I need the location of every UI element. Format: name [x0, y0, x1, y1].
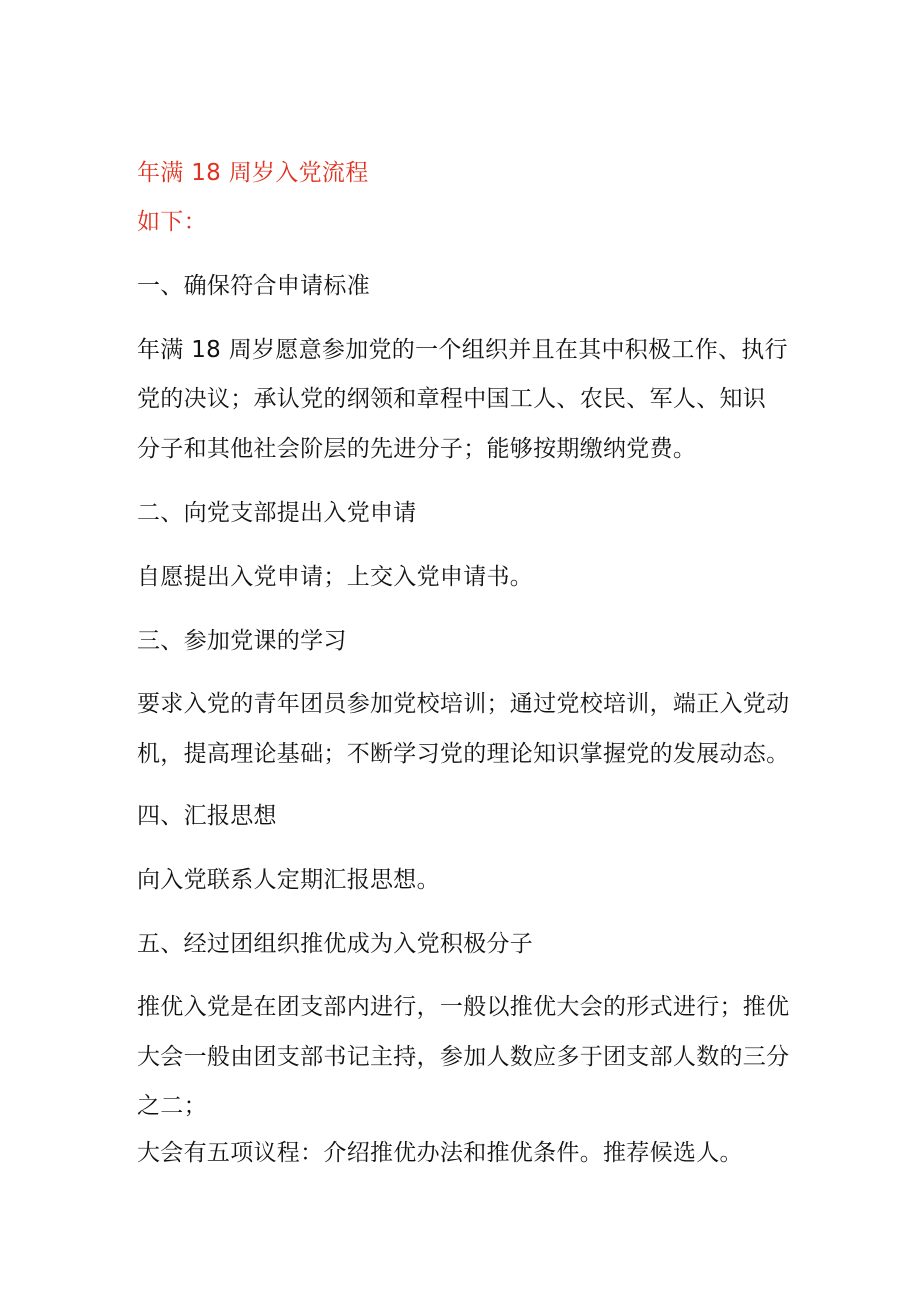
document-subtitle: 如下： [137, 209, 207, 235]
section-4-body-line-1: 向入党联系人定期汇报思想。 [137, 867, 440, 893]
section-5-body-line-4: 大会有五项议程：介绍推优办法和推优条件。推荐候选人。 [137, 1140, 743, 1166]
section-1-body-line-3: 分子和其他社会阶层的先进分子；能够按期缴纳党费。 [137, 436, 697, 462]
section-3-heading: 三、参加党课的学习 [137, 628, 347, 654]
section-5-body-line-1: 推优入党是在团支部内进行，一般以推优大会的形式进行；推优 [137, 994, 790, 1020]
section-1-body-line-2: 党的决议；承认党的纲领和章程中国工人、农民、军人、知识 [137, 386, 767, 412]
section-5-body-line-3: 之二； [137, 1093, 207, 1119]
section-5-body-line-2: 大会一般由团支部书记主持，参加人数应多于团支部人数的三分 [137, 1044, 790, 1070]
section-1-body-line-1: 年满 18 周岁愿意参加党的一个组织并且在其中积极工作、执行 [137, 337, 788, 363]
document-title: 年满 18 周岁入党流程 [137, 160, 369, 186]
section-2-heading: 二、向党支部提出入党申请 [137, 500, 417, 526]
section-1-heading: 一、确保符合申请标准 [137, 273, 370, 299]
section-4-heading: 四、汇报思想 [137, 803, 277, 829]
section-2-body-line-1: 自愿提出入党申请；上交入党申请书。 [137, 564, 534, 590]
section-3-body-line-2: 机，提高理论基础；不断学习党的理论知识掌握党的发展动态。 [137, 741, 790, 767]
section-5-heading: 五、经过团组织推优成为入党积极分子 [137, 931, 534, 957]
section-3-body-line-1: 要求入党的青年团员参加党校培训；通过党校培训，端正入党动 [137, 691, 790, 717]
